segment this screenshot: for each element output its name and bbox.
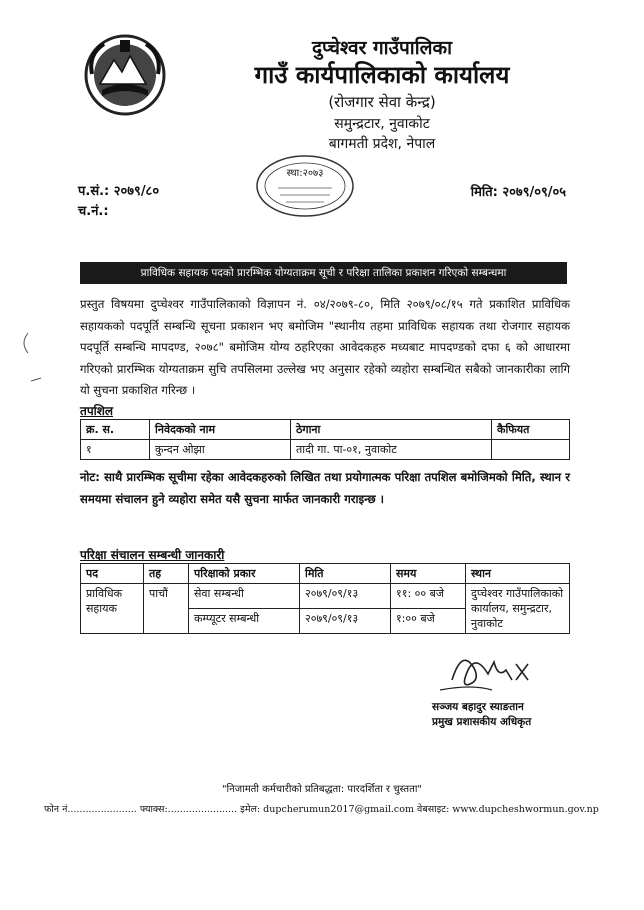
exam-date-cell: २०७९/०९/१३: [300, 609, 391, 634]
letter-date: मिति: २०७९/०९/०५: [470, 185, 566, 200]
serial-cell: १: [81, 440, 150, 460]
notice-body: प्रस्तुत विषयमा दुप्चेश्वर गाउँपालिकाको विज्ञापन नं. ०४/२०७९-८०, मिति २०७९/०८/१५ गते प्रकाशित प्राविधिक सहायकको पदपूर्ति सम्बन्धि सूचना प्रकाशन भए बमोजिम "स्थानीय तहमा प्राविधिक सहायक तथा रोजगार सहायक पदपूर्ति सम्बन्धि मापदण्ड, २०७८" बमोजिम योग्य ठहरिएका आवेदकहरु मध्यबाट मापदण्डको दफा ६ को आधारमा गरिएको प्रारम्भिक योग्यताक्रम सुचि तपसिलमा उल्लेख भए अनुसार रहेको व्यहोरा सम्बन्धित सबैको जानकारीका लागि यो सुचना प्रकाशित गरिन्छ ।: [80, 297, 570, 397]
exam-type-cell: सेवा सम्बन्धी: [189, 584, 300, 609]
column-header: समय: [391, 564, 466, 584]
column-header: पद: [81, 564, 144, 584]
venue-cell: दुप्चेश्वर गाउँपालिकाको कार्यालय, समुन्द्रटार, नुवाकोट: [466, 584, 570, 634]
website-link[interactable]: वेबसाइट: www.dupcheshwormun.gov.np: [417, 804, 599, 815]
column-header: परिक्षाको प्रकार: [189, 564, 300, 584]
exam-time-cell: ११: ०० बजे: [391, 584, 466, 609]
exam-type-cell: कम्प्यूटर सम्बन्धी: [189, 609, 300, 634]
signatory-title: प्रमुख प्रशासकीय अधिकृत: [432, 716, 532, 728]
letter-number: प.सं.: २०७९/८०: [78, 184, 160, 199]
exam-info-heading: परिक्षा संचालन सम्बन्धी जानकारी: [80, 548, 225, 562]
table-header-row: [81, 420, 570, 440]
tapsil-heading: तपशिल: [80, 404, 114, 418]
email-link[interactable]: इमेल: dupcherumun2017@gmail.com: [240, 804, 414, 815]
column-header: ठेगाना: [291, 420, 492, 440]
column-header: स्थान: [466, 564, 570, 584]
column-header: कैफियत: [492, 420, 570, 440]
margin-mark: [18, 332, 30, 354]
office-province: बागमती प्रदेश, नेपाल: [328, 136, 436, 152]
note-paragraph: नोट: साथै प्रारम्भिक सूचीमा रहेका आवेदकहरुको लिखित तथा प्रयोगात्मक परिक्षा तपशिल बमोजिमको मिति, स्थान र समयमा संचालन हुने व्यहोरा समेत यसै सुचना मार्फत जानकारी गराइन्छ ।: [80, 470, 570, 506]
office-seal-stamp: [250, 150, 360, 220]
exam-schedule-table: [80, 563, 570, 634]
office-subunit: (रोजगार सेवा केन्द्र): [328, 93, 436, 111]
address-cell: तादी गा. पा-०१, नुवाकोट: [291, 440, 492, 460]
civil-service-motto: "निजामती कर्मचारीको प्रतिबद्धता: पारदर्शिता र चुस्तता": [221, 784, 423, 795]
applicant-name-cell: कुन्दन ओझा: [150, 440, 291, 460]
office-address: समुन्द्रटार, नुवाकोट: [334, 116, 430, 132]
office-name-executive: गाउँ कार्यपालिकाको कार्यालय: [254, 61, 510, 89]
table-row: [81, 584, 570, 609]
dispatch-number: च.नं.:: [78, 204, 109, 219]
column-header: मिति: [300, 564, 391, 584]
table-header-row: [81, 564, 570, 584]
reference-block: [78, 182, 159, 222]
handwritten-signature: [432, 640, 542, 700]
column-header: तह: [144, 564, 189, 584]
exam-time-cell: १:०० बजे: [391, 609, 466, 634]
signatory-name: सञ्जय बहादुर स्याङतान: [432, 701, 524, 713]
subject-banner: प्राविधिक सहायक पदको प्रारम्भिक योग्यताक्रम सूची र परिक्षा तालिका प्रकाशन गरिएको सम्बन्धमा: [80, 262, 567, 284]
level-cell: पाचौं: [144, 584, 189, 634]
table-row: [81, 440, 570, 460]
signatory-block: [432, 700, 531, 730]
exam-date-cell: २०७९/०९/१३: [300, 584, 391, 609]
svg-text:स्था:२०७३: स्था:२०७३: [286, 168, 324, 179]
applicant-table: [80, 419, 570, 460]
column-header: क्र. स.: [81, 420, 150, 440]
post-cell: प्राविधिक सहायक: [81, 584, 144, 634]
office-name-municipality: दुप्चेश्वर गाउँपालिका: [311, 37, 453, 59]
phone-label: फोन नं.......................: [44, 804, 137, 815]
contact-footer: [44, 802, 604, 815]
column-header: निवेदकको नाम: [150, 420, 291, 440]
margin-mark: [30, 368, 42, 378]
remarks-cell: [492, 440, 570, 460]
fax-label: फ्याक्स:.......................: [139, 804, 238, 815]
